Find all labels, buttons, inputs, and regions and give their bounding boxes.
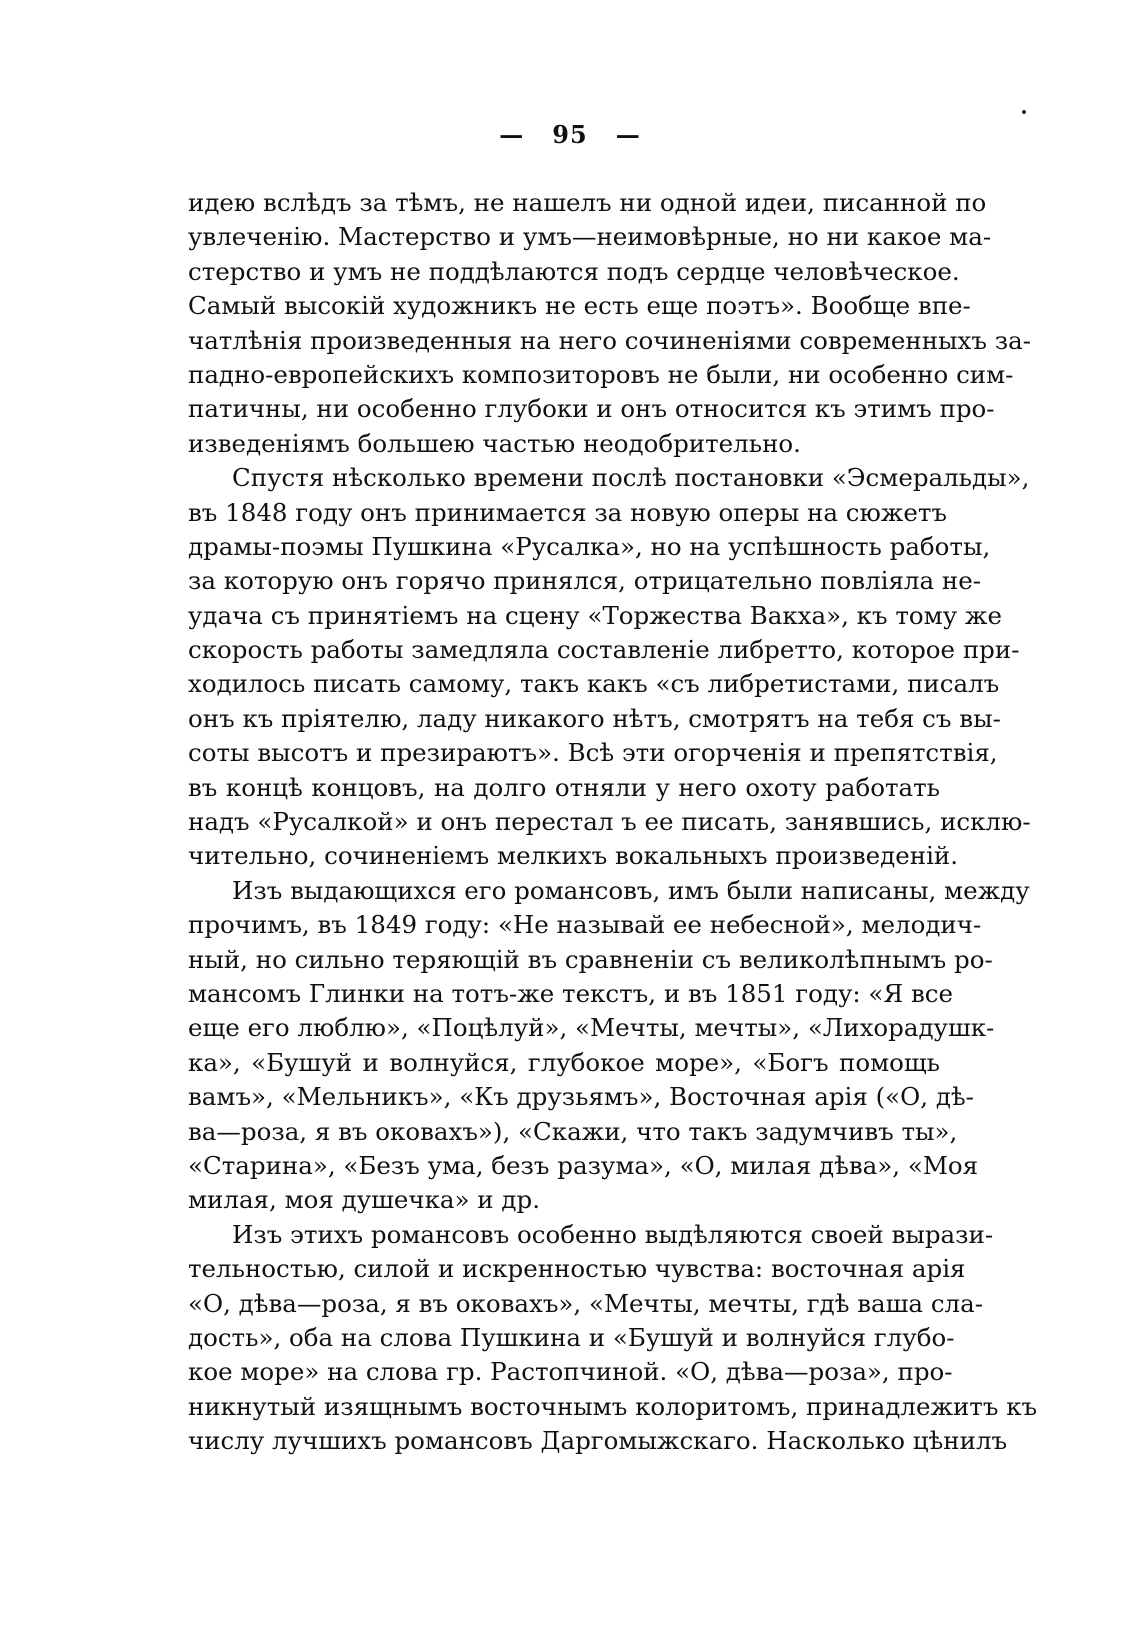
text-line: чатлѣнія произведенныя на него сочиненіями современныхъ за- xyxy=(188,325,1031,355)
body-text xyxy=(188,186,1038,1458)
text-line: ходилось писать самому, такъ какъ «съ либретистами, писалъ xyxy=(188,669,1000,699)
text-line: прочимъ, въ 1849 году: «Не называй ее небесной», мелодич- xyxy=(188,910,982,940)
text-line: Изъ выдающихся его романсовъ, имъ были написаны, между xyxy=(232,875,1030,905)
text-line: увлеченію. Мастерство и умъ—неимовѣрные, но ни какое ма- xyxy=(188,222,992,252)
text-line: изведеніямъ большею частью неодобрительно. xyxy=(188,428,801,458)
text-line: милая, моя душечка» и др. xyxy=(188,1185,540,1215)
text-line: никнутый изящнымъ восточнымъ колоритомъ, принадлежитъ къ xyxy=(188,1391,1038,1421)
text-line: кое море» на слова гр. Растопчиной. «О, дѣва—роза», про- xyxy=(188,1357,953,1387)
page-header xyxy=(0,120,1140,149)
text-line: въ 1848 году онъ принимается за новую оперы на сюжетъ xyxy=(188,497,947,527)
text-line: за которую онъ горячо принялся, отрицательно повліяла не- xyxy=(188,566,981,596)
header-dash-left: — xyxy=(499,120,525,149)
text-line: Спустя нѣсколько времени послѣ постановки «Эсмеральды», xyxy=(232,463,1030,493)
text-line: скорость работы замедляла составленіе либретто, которое при- xyxy=(188,635,1020,665)
text-line: числу лучшихъ романсовъ Даргомыжскаго. Насколько цѣнилъ xyxy=(188,1426,1008,1456)
text-line: ва—роза, я въ оковахъ»), «Скажи, что такъ задумчивъ ты», xyxy=(188,1116,958,1146)
text-line: удача съ принятіемъ на сцену «Торжества Вакха», къ тому же xyxy=(188,600,1002,630)
text-line: Изъ этихъ романсовъ особенно выдѣляются своей вырази- xyxy=(232,1219,994,1249)
text-line: вамъ», «Мельникъ», «Къ друзьямъ», Восточная арія («О, дѣ- xyxy=(188,1082,974,1112)
text-line: Самый высокій художникъ не есть еще поэтъ». Вообще впе- xyxy=(188,291,971,321)
text-line: еще его люблю», «Поцѣлуй», «Мечты, мечты», «Лихорадушк- xyxy=(188,1013,995,1043)
text-line: ка», «Бушуй и волнуйся, глубокое море», «Богъ помощь xyxy=(188,1047,940,1077)
text-line: онъ къ пріятелю, ладу никакого нѣтъ, смотрятъ на тебя съ вы- xyxy=(188,703,1001,733)
text-line: драмы-поэмы Пушкина «Русалка», но на успѣшность работы, xyxy=(188,531,991,561)
text-line: стерство и умъ не поддѣлаются подъ сердце человѣческое. xyxy=(188,256,960,286)
text-line: «О, дѣва—роза, я въ оковахъ», «Мечты, мечты, гдѣ ваша сла- xyxy=(188,1288,983,1318)
text-line: патичны, ни особенно глубоки и онъ относится къ этимъ про- xyxy=(188,394,995,424)
text-line: мансомъ Глинки на тотъ-же текстъ, и въ 1851 году: «Я все xyxy=(188,978,953,1008)
text-line: падно-европейскихъ композиторовъ не были, ни особенно сим- xyxy=(188,359,1014,389)
header-dash-right: — xyxy=(615,120,641,149)
page-number: 95 xyxy=(552,120,588,149)
text-line: тельностью, силой и искренностью чувства: восточная арія xyxy=(188,1254,966,1284)
text-line: соты высотъ и презираютъ». Всѣ эти огорченія и препятствія, xyxy=(188,738,998,768)
text-line: ный, но сильно теряющій въ сравненіи съ великолѣпнымъ ро- xyxy=(188,944,993,974)
text-line: въ концѣ концовъ, на долго отняли у него охоту работать xyxy=(188,772,940,802)
text-line: надъ «Русалкой» и онъ перестал ъ ее писать, занявшись, исклю- xyxy=(188,807,1031,837)
text-line: дость», оба на слова Пушкина и «Бушуй и волнуйся глубо- xyxy=(188,1322,955,1352)
print-speck xyxy=(1022,110,1026,114)
text-line: чительно, сочиненіемъ мелкихъ вокальныхъ произведеній. xyxy=(188,841,959,871)
text-line: идею вслѣдъ за тѣмъ, не нашелъ ни одной идеи, писанной по xyxy=(188,188,987,217)
text-line: «Старина», «Безъ ума, безъ разума», «О, милая дѣва», «Моя xyxy=(188,1150,979,1180)
